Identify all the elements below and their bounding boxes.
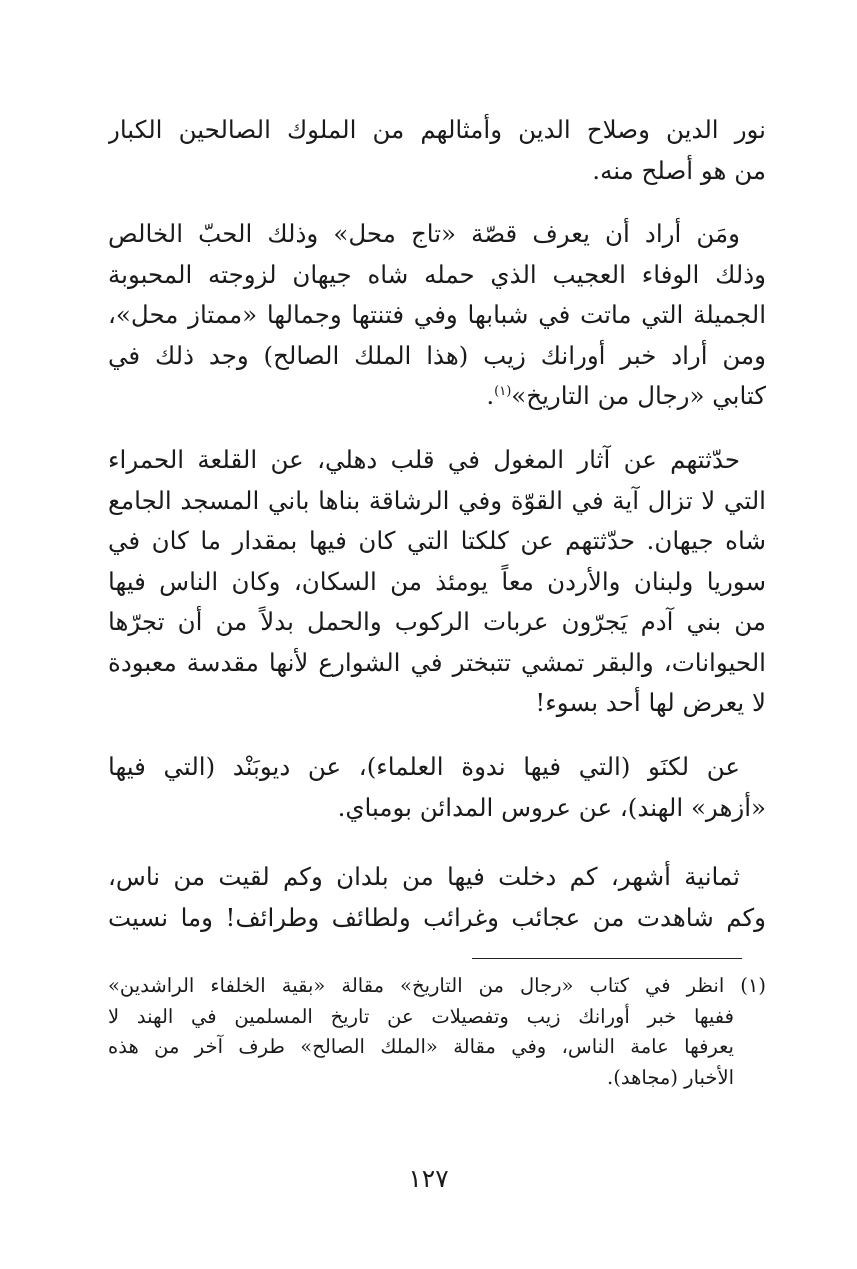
text-line: وذلك الوفاء العجيب الذي حمله شاه جيهان لزوجته المحبوبة: [108, 259, 766, 289]
paragraph: [108, 440, 766, 724]
text-line: لا يعرض لها أحد بسوء!: [535, 688, 766, 717]
text-line: التي لا تزال آية في القوّة وفي الرشاقة بناها باني المسجد الجامع: [108, 485, 766, 515]
page-number: ١٢٧: [408, 1164, 449, 1193]
sentence-end: .: [486, 381, 495, 410]
text-line: ومن أراد خبر أورانك زيب (هذا الملك الصالح) وجد ذلك في: [108, 340, 766, 370]
text-line: كتابي «رجال من التاريخ»: [511, 381, 766, 410]
text-line: شاه جيهان. حدّثتهم عن كلكتا التي كان فيها بمقدار ما كان في: [108, 526, 766, 555]
text-line-with-footnote: [108, 376, 766, 417]
text-line: الحيوانات، والبقر تمشي تتبختر في الشوارع لأنها مقدسة معبودة: [108, 647, 766, 677]
paragraph: [108, 747, 766, 828]
text-line: من هو أصلح منه.: [592, 155, 766, 185]
paragraph: [108, 214, 766, 417]
footnote-line: ففيها خبر أورانك زيب وتفصيلات عن تاريخ المسلمين في الهند لا: [108, 1004, 734, 1028]
footnote-divider: [472, 958, 742, 959]
text-line: عن لكنَو (التي فيها ندوة العلماء)، عن ديوبَنْد (التي فيها: [108, 752, 740, 781]
footnote-line: يعرفها عامة الناس، وفي مقالة «الملك الصالح» طرف آخر من هذه: [108, 1035, 734, 1058]
footnote: [108, 971, 766, 1093]
footnote-reference[interactable]: (١): [494, 383, 512, 399]
text-line: ومَن أراد أن يعرف قصّة «تاج محل» وذلك الحبّ الخالص: [108, 219, 740, 248]
text-line: حدّثتهم عن آثار المغول في قلب دهلي، عن القلعة الحمراء: [108, 445, 740, 474]
text-line: سوريا ولبنان والأردن معاً يومئذ من السكان، وكان الناس فيها: [108, 566, 766, 596]
text-line: ثمانية أشهر، كم دخلت فيها من بلدان وكم لقيت من ناس،: [108, 862, 740, 891]
text-line: وكم شاهدت من عجائب وغرائب ولطائف وطرائف! وما نسيت: [108, 902, 766, 932]
text-line: «أزهر» الهند)، عن عروس المدائن بومباي.: [337, 792, 766, 822]
footnote-line: الأخبار (مجاهد).: [607, 1065, 734, 1089]
text-line: من بني آدم يَجرّون عربات الركوب والحمل بدلاً من أن تجرّها: [108, 607, 766, 636]
text-line: الجميلة التي ماتت في شبابها وفي فتنتها وجمالها «ممتاز محل»،: [108, 300, 766, 329]
footnote-line: (١) انظر في كتاب «رجال من التاريخ» مقالة «بقية الخلفاء الراشدين»: [108, 974, 766, 997]
paragraph: [108, 110, 766, 191]
text-line: نور الدين وصلاح الدين وأمثالهم من الملوك الصالحين الكبار: [108, 115, 766, 144]
paragraph: [108, 857, 766, 938]
